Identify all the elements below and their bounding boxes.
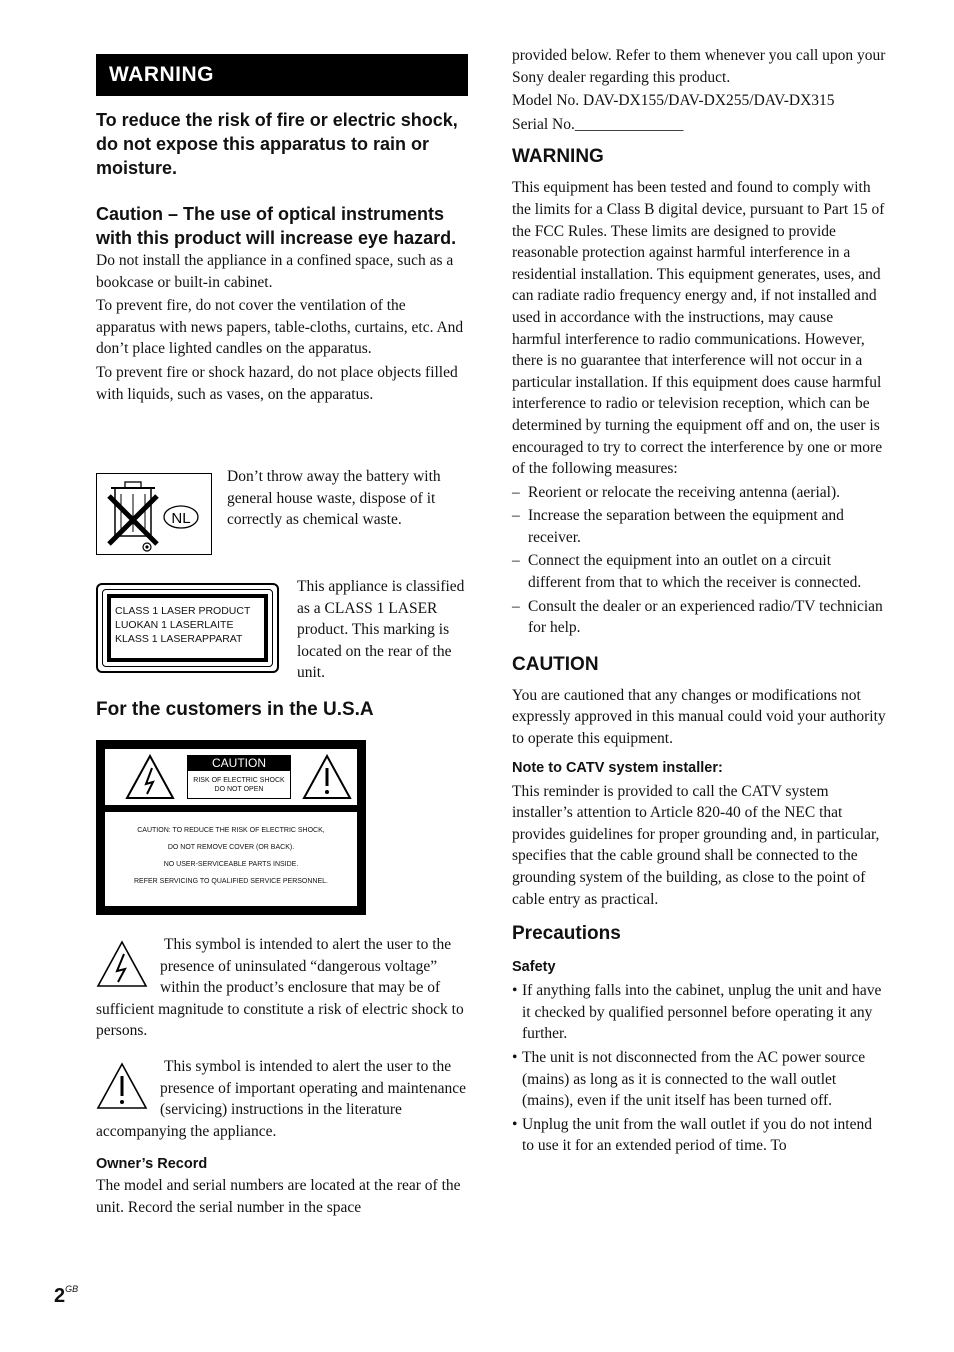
caution-text: You are cautioned that any changes or modifications not expressly approved in this manual could void your authority to operate this equipment. xyxy=(512,686,886,748)
measure-item: – Consult the dealer or an experienced radio/TV technician for help. xyxy=(512,597,883,637)
safety-item: • Unplug the unit from the wall outlet if you do not intend to use it for an extended period of time. To xyxy=(512,1115,872,1155)
laser-line-3: KLASS 1 LASERAPPARAT xyxy=(115,633,243,645)
usa-heading: For the customers in the U.S.A xyxy=(96,699,374,720)
measure-item: – Increase the separation between the equipment and receiver. xyxy=(512,507,844,546)
laser-text: This appliance is classified as a CLASS 1 LASER product. This marking is located on the rear of the unit. xyxy=(297,578,465,682)
model-number-line: Model No. DAV-DX155/DAV-DX255/DAV-DX315 xyxy=(512,92,835,110)
page-suffix: GB xyxy=(65,1284,79,1294)
measure-item: – Reorient or relocate the receiving antenna (aerial). xyxy=(512,483,840,501)
catv-text: This reminder is provided to call the CATV system installer’s attention to Article 820-40 of the NEC that provides guidelines for proper grounding and, in particular, specifies that the cable ground shall be connected to the grounding system of the building, as close to the point of cable entry as practical. xyxy=(512,782,880,908)
caution-line-2: DO NOT REMOVE COVER (OR BACK). xyxy=(167,844,295,851)
battery-disposal-symbol xyxy=(96,473,212,555)
lightning-symbol-explanation xyxy=(96,934,468,1042)
caution-box xyxy=(187,755,291,799)
caution-box-sub2: DO NOT OPEN xyxy=(214,786,264,793)
continued-text: provided below. Refer to them whenever you call upon your Sony dealer regarding this product. xyxy=(512,47,886,86)
safety-heading: Safety xyxy=(512,959,556,976)
ventilation-paragraph: To prevent fire, do not cover the ventilation of the apparatus with news papers, table-cloths, curtains, etc. And don’t place lighted candles on the apparatus. xyxy=(96,297,464,358)
battery-text: Don’t throw away the battery with general house waste, dispose of it correctly as chemical waste. xyxy=(227,468,441,529)
lightning-symbol-text: This symbol is intended to alert the user to the presence of uninsulated “dangerous voltage” within the product’s enclosure that may be of sufficient magnitude to constitute a risk of electric shock to persons. xyxy=(96,936,464,1040)
fcc-warning-heading: WARNING xyxy=(512,146,604,168)
laser-line-1: CLASS 1 LASER PRODUCT xyxy=(115,605,251,617)
owners-record-text: The model and serial numbers are located at the rear of the unit. Record the serial number in the space xyxy=(96,1177,461,1216)
caution-box-title: CAUTION xyxy=(188,756,290,771)
laser-line-2: LUOKAN 1 LASERLAITE xyxy=(115,619,234,631)
caution-line-4: REFER SERVICING TO QUALIFIED SERVICE PERSONNEL. xyxy=(134,878,328,885)
fire-warning-heading: To reduce the risk of fire or electric shock, do not expose this apparatus to rain or moisture. xyxy=(96,110,458,178)
exclamation-symbol-text: This symbol is intended to alert the user to the presence of important operating and maintenance (servicing) instructions in the literature accompanying the appliance. xyxy=(96,1058,466,1140)
caution-line-3: NO USER-SERVICEABLE PARTS INSIDE. xyxy=(163,861,299,868)
exclamation-warning-icon xyxy=(302,754,352,800)
safety-item: • The unit is not disconnected from the AC power source (mains) as long as it is connected to the wall outlet (mains), even if the unit itself has been turned off. xyxy=(512,1048,866,1110)
battery-nl-label: NL xyxy=(171,510,191,527)
warning-bar: WARNING xyxy=(96,54,468,96)
owners-record-heading: Owner’s Record xyxy=(96,1156,208,1172)
catv-heading: Note to CATV system installer: xyxy=(512,759,723,776)
serial-number-line: Serial No.______________ xyxy=(512,115,684,133)
optical-caution-heading: Caution – The use of optical instruments with this product will increase eye hazard. xyxy=(96,204,457,248)
crossed-bin-icon xyxy=(97,474,211,554)
caution-box-sub1: RISK OF ELECTRIC SHOCK xyxy=(193,777,285,784)
right-column xyxy=(512,45,886,1159)
lightning-symbol-icon xyxy=(96,940,148,988)
caution-heading: CAUTION xyxy=(512,653,599,675)
caution-line-1: CAUTION: TO REDUCE THE RISK OF ELECTRIC SHOCK, xyxy=(137,827,325,834)
laser-label xyxy=(96,583,279,673)
lightning-warning-icon xyxy=(125,754,175,800)
left-column xyxy=(96,54,468,407)
liquids-paragraph: To prevent fire or shock hazard, do not place objects filled with liquids, such as vases, on the apparatus. xyxy=(96,363,458,403)
confined-space-paragraph: Do not install the appliance in a confined space, such as a bookcase or built-in cabinet. xyxy=(96,252,454,291)
precautions-heading: Precautions xyxy=(512,923,621,945)
caution-label xyxy=(96,740,366,915)
exclamation-symbol-explanation xyxy=(96,1056,468,1142)
page-number: $2^{GB}$ xyxy=(54,1284,79,1307)
measure-item: – Connect the equipment into an outlet on a circuit different from that to which the receiver is connected. xyxy=(512,552,862,592)
safety-item: • If anything falls into the cabinet, unplug the unit and have it checked by qualified personnel before operating it any further. xyxy=(512,982,882,1043)
fcc-text: This equipment has been tested and found to comply with the limits for a Class B digital device, pursuant to Part 15 of the FCC Rules. These limits are designed to provide reasonable protection against harmful interference in a residential installation. This equipment generates, uses, and can radiate radio frequency energy and, if not installed and used in accordance with the instructions, may cause harmful interference to radio communications. However, there is no guarantee that interference will not occur in a particular installation. If this equipment does cause harmful interference to radio or television reception, which can be determined by turning the equipment off and on, the user is encouraged to try to correct the interference by one or more of the following measures: xyxy=(512,179,885,478)
exclamation-symbol-icon xyxy=(96,1062,148,1110)
